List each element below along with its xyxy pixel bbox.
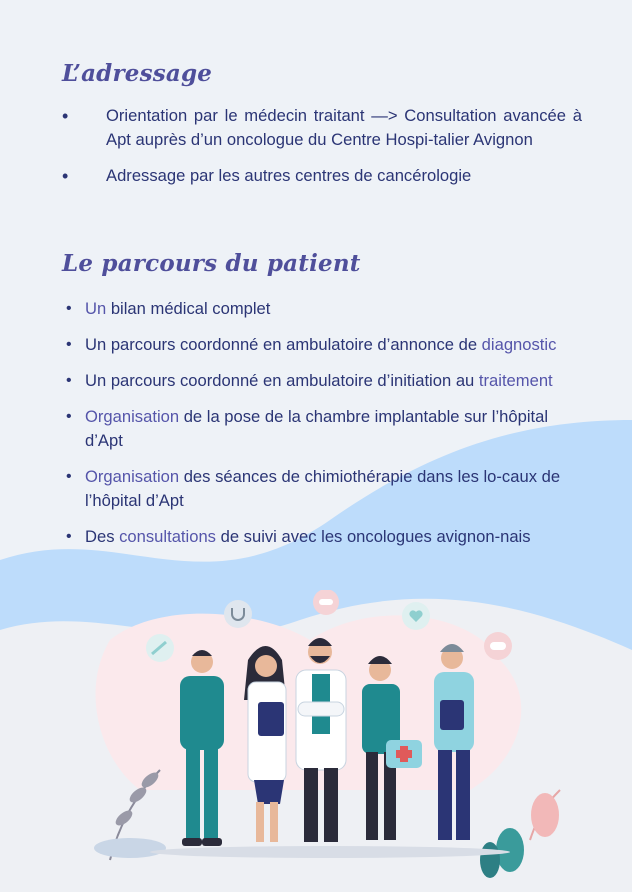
doctor-figure: [244, 646, 286, 842]
list-item: • Adressage par les autres centres de cancérologie: [62, 164, 582, 188]
list-item: • Un bilan médical complet: [66, 297, 566, 321]
nurse-figure: [362, 656, 422, 840]
section-title-adressage: L’adressage: [62, 60, 213, 87]
list-item: • Organisation des séances de chimiothérapie dans les lo-caux de l’hôpital d’Apt: [66, 465, 566, 513]
adressage-list: [62, 104, 582, 200]
bandage-icon: [484, 632, 512, 660]
medical-team-illustration: [90, 590, 570, 890]
list-item: • Des consultations de suivi avec les oncologues avignon-nais: [66, 525, 566, 549]
list-item: • Orientation par le médecin traitant —> Consultation avancée à Apt auprès d’un oncologue du Centre Hospi-talier Avignon: [62, 104, 582, 152]
syringe-icon: [146, 634, 174, 662]
first-aid-kit-icon: [386, 740, 422, 768]
list-item: • Un parcours coordonné en ambulatoire d’annonce de diagnostic: [66, 333, 566, 357]
pill-icon: [313, 590, 339, 615]
list-item: • Un parcours coordonné en ambulatoire d’initiation au traitement: [66, 369, 566, 393]
doctor-figure: [296, 638, 346, 842]
stethoscope-icon: [224, 600, 252, 628]
doctor-figure: [434, 644, 474, 840]
heart-icon: [402, 602, 430, 630]
plant-right: [480, 790, 560, 878]
doctor-figure: [180, 650, 224, 846]
section-title-parcours: Le parcours du patient: [62, 250, 361, 277]
parcours-list: [66, 297, 566, 561]
list-item: • Organisation de la pose de la chambre implantable sur l’hôpital d’Apt: [66, 405, 566, 453]
plant-left: [94, 770, 166, 860]
